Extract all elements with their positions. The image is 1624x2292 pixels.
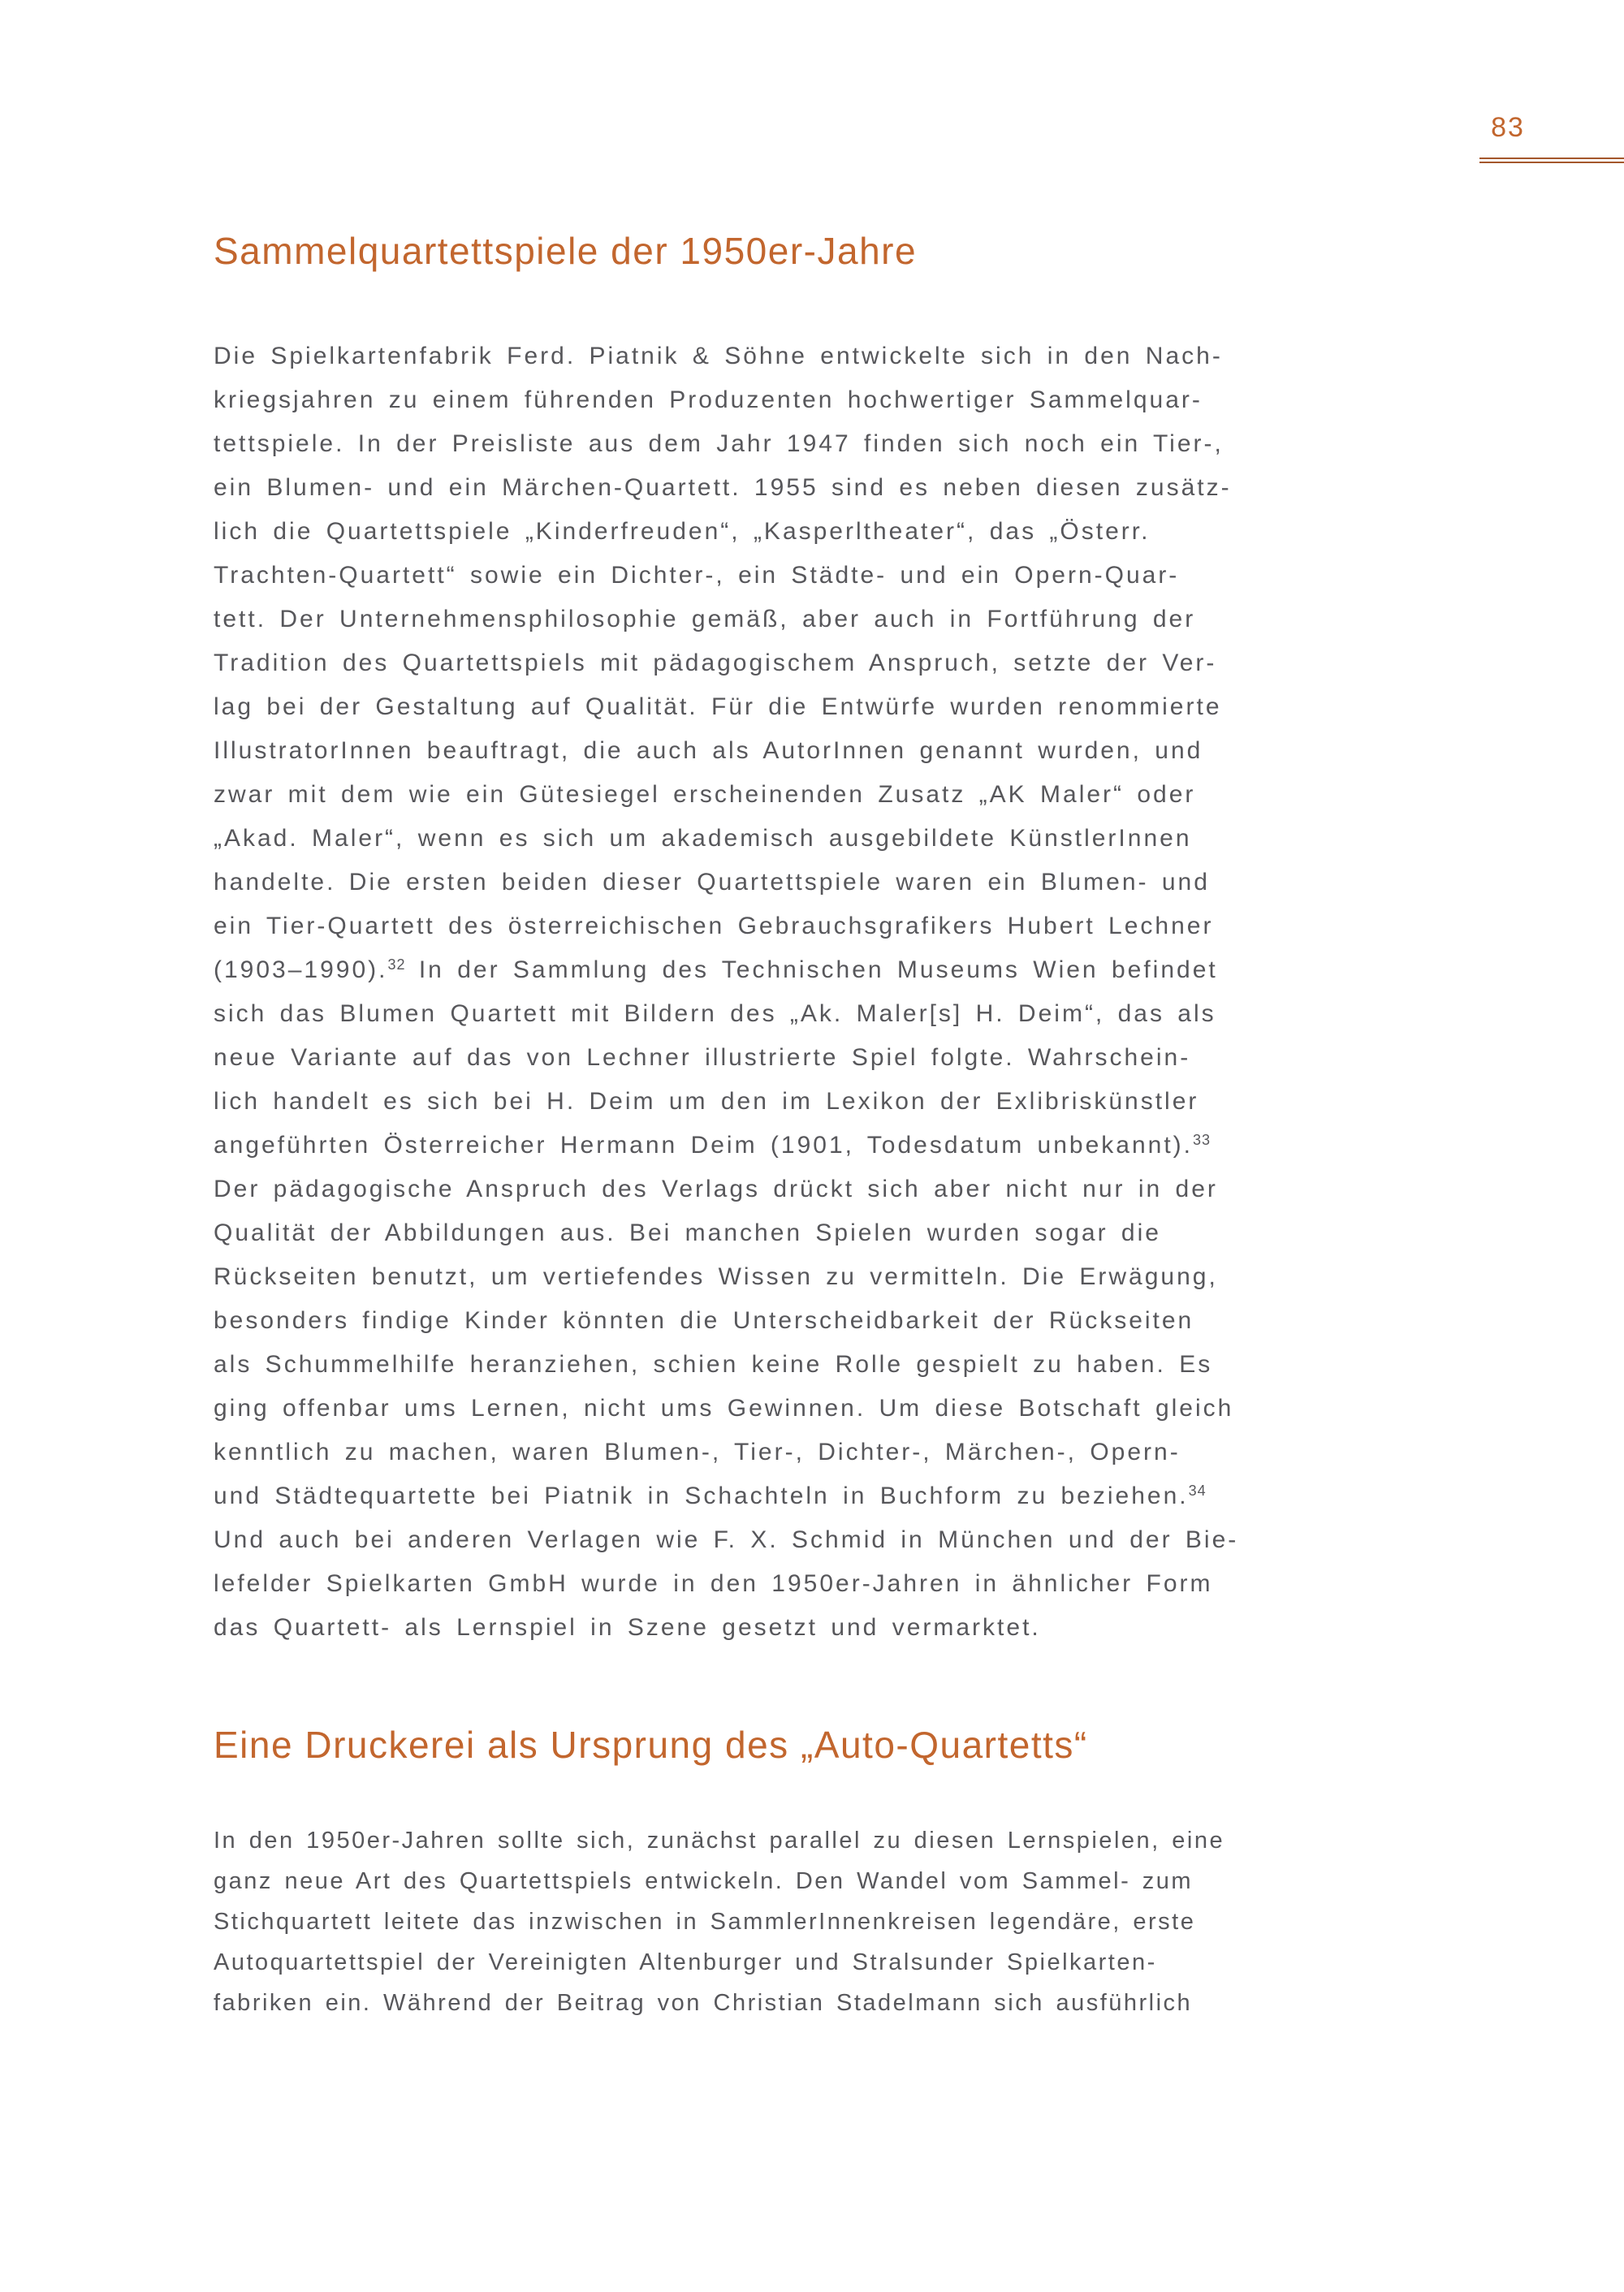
text-line: Die Spielkartenfabrik Ferd. Piatnik & Söhne entwickelte sich in den Nach-: [214, 343, 1223, 369]
text-line: angeführten Österreicher Hermann Deim (1901, Todesdatum unbekannt).$^{33}$: [214, 1132, 1212, 1159]
text-line: lag bei der Gestaltung auf Qualität. Für die Entwürfe wurden renommierte: [214, 693, 1222, 720]
text-line: Tradition des Quartettspiels mit pädagogischem Anspruch, setzte der Ver-: [214, 650, 1217, 676]
text-line: zwar mit dem wie ein Gütesiegel erscheinenden Zusatz „AK Maler“ oder: [214, 781, 1196, 808]
text-line: Qualität der Abbildungen aus. Bei manchen Spielen wurden sogar die: [214, 1219, 1161, 1246]
header-rule: [1479, 158, 1624, 163]
text-line: besonders findige Kinder könnten die Unterscheidbarkeit der Rückseiten: [214, 1307, 1194, 1334]
text-line: das Quartett- als Lernspiel in Szene gesetzt und vermarktet.: [214, 1614, 1041, 1641]
text-line: neue Variante auf das von Lechner illustrierte Spiel folgte. Wahrschein-: [214, 1044, 1191, 1071]
text-line: IllustratorInnen beauftragt, die auch als AutorInnen genannt wurden, und: [214, 737, 1203, 764]
text-line: ein Blumen- und ein Märchen-Quartett. 1955 sind es neben diesen zusätz-: [214, 474, 1232, 501]
section-heading: Eine Druckerei als Ursprung des „Auto-Quartetts“: [214, 1724, 1088, 1766]
text-line: kenntlich zu machen, waren Blumen-, Tier-, Dichter-, Märchen-, Opern-: [214, 1439, 1181, 1465]
text-line: Der pädagogische Anspruch des Verlags drückt sich aber nicht nur in der: [214, 1176, 1218, 1202]
text-line: sich das Blumen Quartett mit Bildern des „Ak. Maler[s] H. Deim“, das als: [214, 1000, 1216, 1027]
text-line: als Schummelhilfe heranziehen, schien keine Rolle gespielt zu haben. Es: [214, 1351, 1213, 1378]
text-line: Rückseiten benutzt, um vertiefendes Wissen zu vermitteln. Die Erwägung,: [214, 1263, 1218, 1290]
text-line: (1903–1990).$^{32}$ In der Sammlung des Technischen Museums Wien befindet: [214, 956, 1218, 983]
footnote-reference: 33: [1193, 1132, 1212, 1149]
text-line: tettspiele. In der Preisliste aus dem Jahr 1947 finden sich noch ein Tier-,: [214, 430, 1224, 457]
paragraph: [214, 335, 1480, 1650]
text-line: Autoquartettspiel der Vereinigten Altenburger und Stralsunder Spielkarten-: [214, 1949, 1157, 1975]
text-line: Stichquartett leitete das inzwischen in SammlerInnenkreisen legendäre, erste: [214, 1909, 1196, 1935]
text-line: lich handelt es sich bei H. Deim um den im Lexikon der Exlibriskünstler: [214, 1088, 1199, 1115]
text-line: „Akad. Maler“, wenn es sich um akademisch ausgebildete KünstlerInnen: [214, 825, 1192, 852]
text-line: lich die Quartettspiele „Kinderfreuden“, „Kasperltheater“, das „Österr.: [214, 518, 1151, 545]
text-line: und Städtequartette bei Piatnik in Schachteln in Buchform zu beziehen.$^{34}$: [214, 1483, 1207, 1509]
text-line: ein Tier-Quartett des österreichischen Gebrauchsgrafikers Hubert Lechner: [214, 913, 1214, 939]
footnote-reference: 32: [387, 956, 406, 973]
text-line: handelte. Die ersten beiden dieser Quartettspiele waren ein Blumen- und: [214, 869, 1210, 896]
text-line: kriegsjahren zu einem führenden Produzenten hochwertiger Sammelquar-: [214, 386, 1203, 413]
text-line: Trachten-Quartett“ sowie ein Dichter-, ein Städte- und ein Opern-Quar-: [214, 562, 1180, 589]
text-line: In den 1950er-Jahren sollte sich, zunächst parallel zu diesen Lernspielen, eine: [214, 1828, 1225, 1854]
section-heading: Sammelquartettspiele der 1950er-Jahre: [214, 230, 918, 272]
text-line: lefelder Spielkarten GmbH wurde in den 1950er-Jahren in ähnlicher Form: [214, 1570, 1213, 1597]
text-line: Und auch bei anderen Verlagen wie F. X. Schmid in München und der Bie-: [214, 1526, 1239, 1553]
page-number: 83: [1491, 112, 1525, 143]
text-line: ganz neue Art des Quartettspiels entwickeln. Den Wandel vom Sammel- zum: [214, 1868, 1194, 1894]
text-line: ging offenbar ums Lernen, nicht ums Gewinnen. Um diese Botschaft gleich: [214, 1395, 1234, 1422]
text-line: tett. Der Unternehmensphilosophie gemäß, aber auch in Fortführung der: [214, 606, 1196, 632]
text-line: fabriken ein. Während der Beitrag von Christian Stadelmann sich ausführlich: [214, 1990, 1193, 2016]
footnote-reference: 34: [1188, 1483, 1207, 1500]
paragraph: [214, 1820, 1480, 2023]
